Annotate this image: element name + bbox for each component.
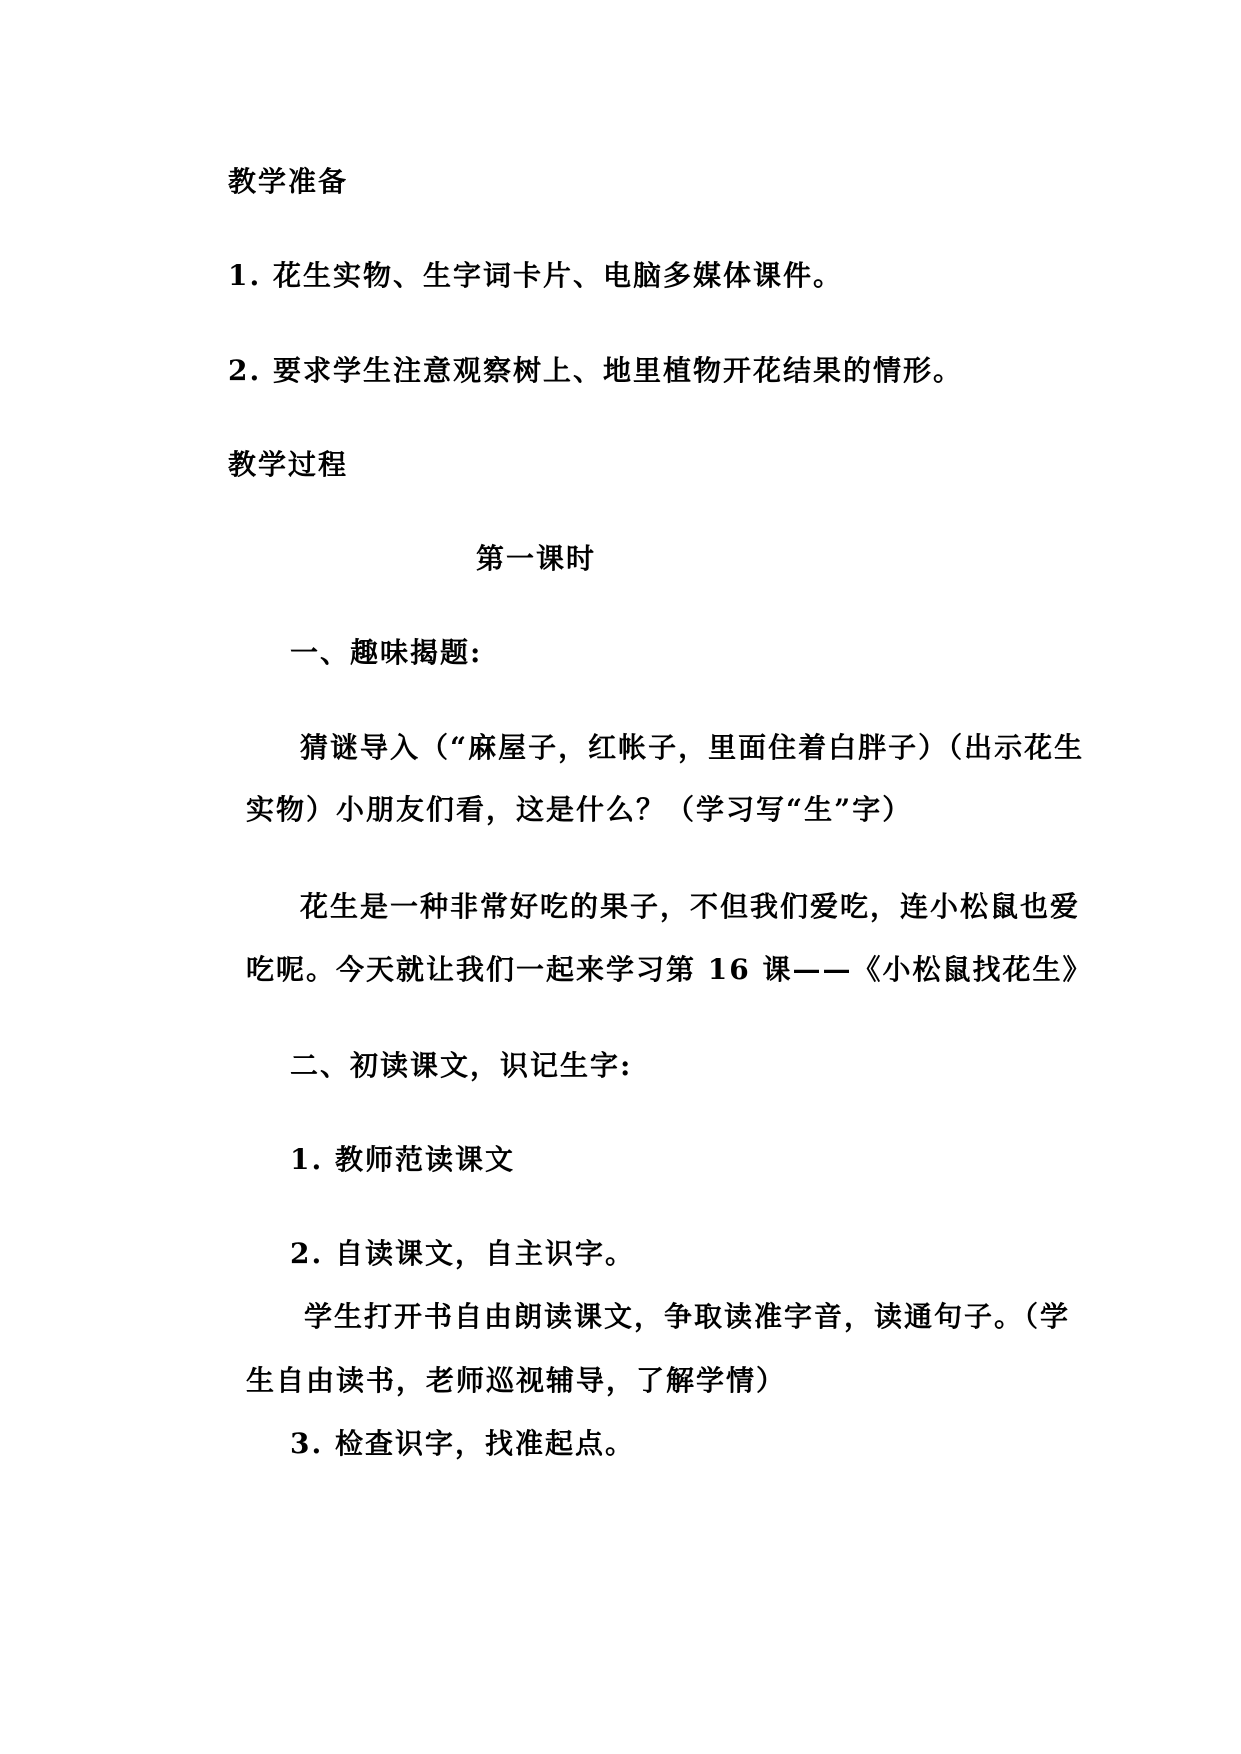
prep-item-1: 1. 花生实物、生字词卡片、电脑多媒体课件。 [228, 259, 843, 292]
part-two-step3: 3. 检查识字，找准起点。 [290, 1427, 635, 1460]
prep-item-2: 2. 要求学生注意观察树上、地里植物开花结果的情形。 [228, 354, 963, 387]
part-two-step2: 2. 自读课文，自主识字。 [290, 1237, 635, 1270]
part-one-heading: 一、趣味揭题: [290, 636, 483, 669]
lesson-title: 第一课时 [476, 542, 597, 575]
process-heading: 教学过程 [228, 448, 349, 481]
part-two-step2-detail-line1: 学生打开书自由朗读课文，争取读准字音，读通句子。（学 [304, 1300, 1071, 1333]
part-two-heading: 二、初读课文，识记生字: [290, 1049, 633, 1082]
part-one-para2-line1: 花生是一种非常好吃的果子，不但我们爱吃，连小松鼠也爱 [300, 890, 1081, 923]
part-two-step2-detail-line2: 生自由读书，老师巡视辅导，了解学情） [246, 1364, 787, 1397]
part-one-para1-line2: 实物）小朋友们看，这是什么？（学习写“生”字） [246, 793, 913, 826]
prep-heading: 教学准备 [228, 165, 349, 198]
part-one-para1-line1: 猜谜导入（“麻屋子，红帐子，里面住着白胖子）（出示花生 [300, 731, 1085, 764]
part-two-step1: 1. 教师范读课文 [290, 1143, 515, 1176]
part-one-para2-line2: 吃呢。今天就让我们一起来学习第 16 课——《小松鼠找花生》 [246, 953, 1093, 986]
